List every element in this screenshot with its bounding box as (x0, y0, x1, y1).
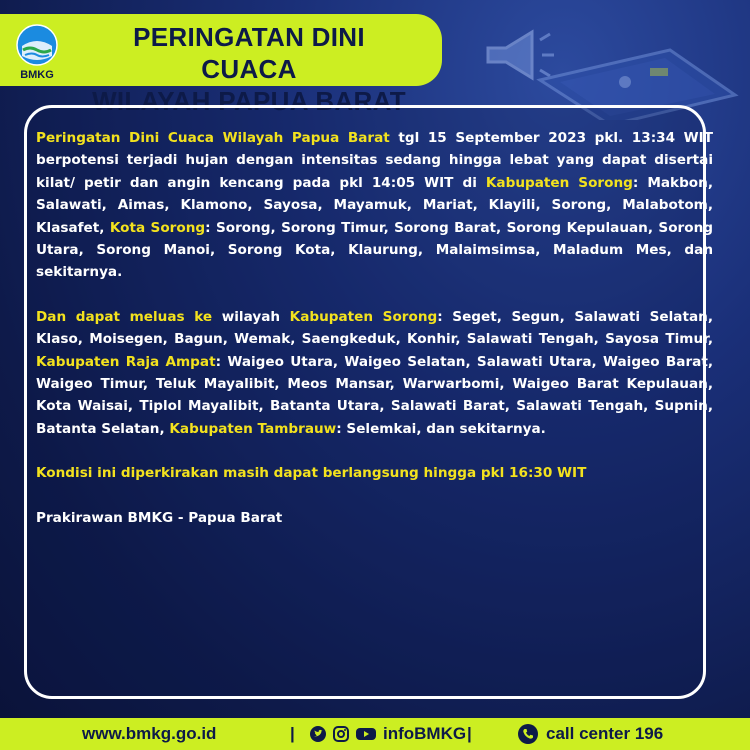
text-segment: : Seget, Segun, Salawati Selatan, Klaso, Moisegen, Bagun, Wemak, Saengkeduk, Konhir, Salawati Tengah, Sayosa Timur, (36, 308, 713, 348)
text-segment: : Waigeo Utara, Waigeo Selatan, Salawati Utara, Waigeo Barat, Waigeo Timur, Teluk Mayalibit, Meos Mansar, Warwarbomi, Waigeo Barat Kepulauan, Kota Waisai, Tiplol Mayalibit, Batanta Utara, Salawati Barat, Salawati Tengah, Supnin, Batanta Selatan, (36, 353, 713, 437)
text-segment: tgl 15 September 2023 pkl. 13:34 WIT berpotensi terjadi hujan dengan intensitas sedang hingga lebat yang dapat disertai kilat/ petir dan angin kencang pada pkl 14:05 WIT di (36, 130, 713, 191)
social-handle[interactable]: infoBMKG (383, 724, 467, 743)
call-center-text[interactable]: call center 196 (546, 724, 664, 743)
text-segment: wilayah (212, 308, 290, 325)
condition-text: Kondisi ini diperkirakan masih dapat berlangsung hingga pkl 16:30 WIT (36, 465, 587, 482)
twitter-icon[interactable] (310, 726, 326, 742)
text-segment: : Selemkai, dan sekitarnya. (336, 420, 546, 437)
highlight-raja-ampat: Kabupaten Raja Ampat (36, 353, 216, 370)
highlight-tambrauw: Kabupaten Tambrauw (169, 420, 337, 437)
highlight-expansion: Dan dapat meluas ke (36, 308, 213, 325)
footer-separator: | (290, 724, 295, 743)
footer-separator: | (467, 724, 472, 743)
youtube-icon[interactable] (356, 726, 376, 742)
page-title (84, 21, 414, 117)
warning-paragraph-1 (36, 127, 713, 284)
warning-paragraph-2 (36, 306, 713, 440)
highlight-region: Peringatan Dini Cuaca Wilayah Papua Barat (36, 130, 390, 146)
signature-text: Prakirawan BMKG - Papua Barat (36, 509, 283, 526)
title-line-2: WILAYAH PAPUA BARAT (92, 86, 406, 116)
text-segment: : Makbon, Salawati, Aimas, Klamono, Sayosa, Mayamuk, Mariat, Klayili, Sorong, Malabotom, Klasafet, (36, 174, 713, 236)
highlight-kabupaten-sorong: Kabupaten Sorong (289, 308, 438, 325)
megaphone-phone-illustration (470, 10, 750, 120)
warning-text (36, 127, 713, 551)
phone-icon (518, 724, 538, 744)
instagram-icon[interactable] (333, 726, 349, 742)
highlight-kabupaten-sorong: Kabupaten Sorong (485, 174, 633, 191)
website-link[interactable]: www.bmkg.go.id (82, 724, 217, 743)
megaphone-icon (488, 32, 554, 78)
bmkg-logo (14, 24, 60, 80)
text-segment: : Sorong, Sorong Timur, Sorong Barat, Sorong Kepulauan, Sorong Utara, Sorong Manoi, Sorong Kota, Klaurung, Malaimsimsa, Maladum Mes, dan sekitarnya. (36, 219, 713, 281)
logo-text: BMKG (20, 69, 54, 80)
highlight-kota-sorong: Kota Sorong (109, 219, 206, 236)
title-line-1: PERINGATAN DINI CUACA (133, 22, 365, 84)
footer-bar (0, 718, 750, 750)
